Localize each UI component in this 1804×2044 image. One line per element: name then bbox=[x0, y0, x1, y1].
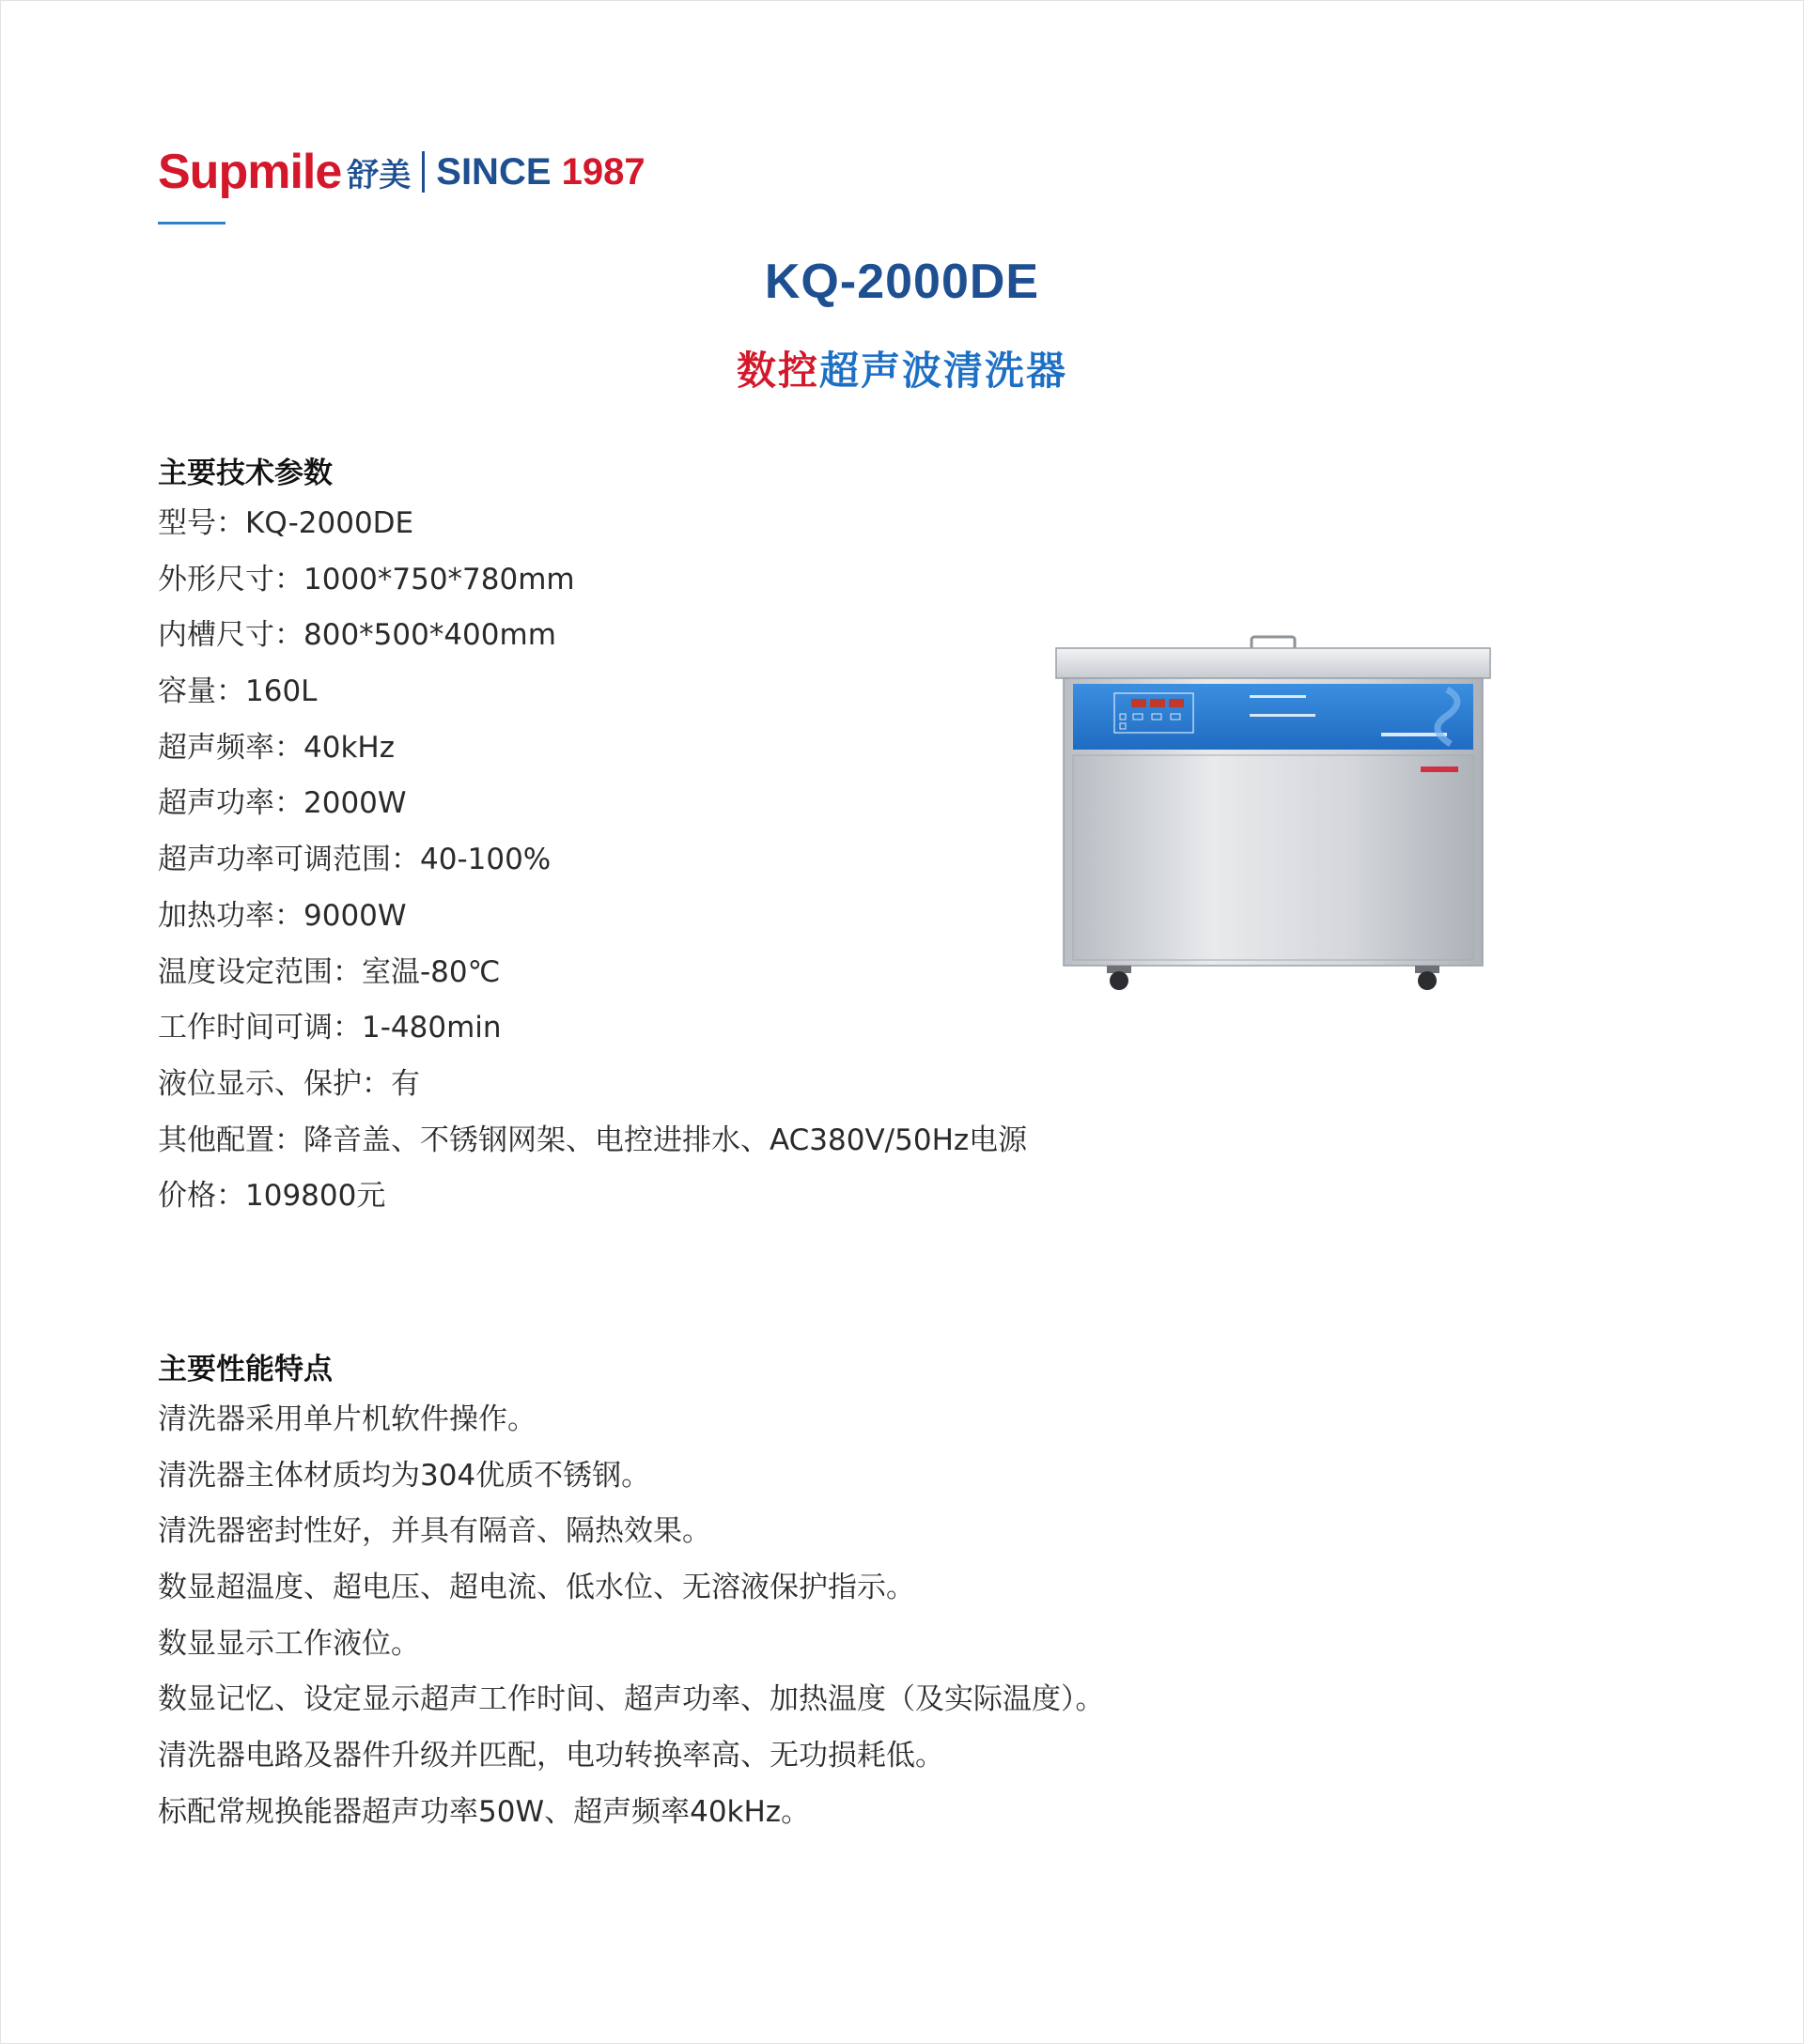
specs-list bbox=[158, 496, 1027, 1225]
since-year: 1987 bbox=[561, 150, 645, 193]
brand-name: Supmile bbox=[158, 145, 342, 199]
display-3 bbox=[1169, 699, 1184, 707]
brand-divider bbox=[422, 151, 425, 193]
spec-item: 容量：160L bbox=[158, 674, 318, 709]
brand-underline bbox=[158, 222, 226, 225]
front-door bbox=[1073, 755, 1473, 960]
feature-item: 数显超温度、超电压、超电流、低水位、无溶液保护指示。 bbox=[158, 1571, 915, 1605]
feature-item: 数显显示工作液位。 bbox=[158, 1626, 420, 1661]
caster-left bbox=[1110, 971, 1128, 990]
specs-heading: 主要技术参数 bbox=[158, 457, 333, 490]
product-image bbox=[1052, 635, 1494, 994]
spec-item: 超声功率：2000W bbox=[158, 786, 407, 821]
since-label: SINCE bbox=[436, 150, 552, 193]
front-logo bbox=[1421, 766, 1458, 772]
features-heading: 主要性能特点 bbox=[158, 1353, 333, 1386]
feature-item: 清洗器密封性好，并具有隔音、隔热效果。 bbox=[158, 1514, 711, 1549]
spec-item: 型号：KQ-2000DE bbox=[158, 506, 414, 540]
features-list bbox=[158, 1392, 1105, 1841]
feature-item: 清洗器采用单片机软件操作。 bbox=[158, 1402, 537, 1436]
brand-since bbox=[436, 151, 645, 194]
caster-right bbox=[1418, 971, 1437, 990]
spec-item: 价格：109800元 bbox=[158, 1179, 386, 1214]
feature-item: 数显记忆、设定显示超声工作时间、超声功率、加热温度（及实际温度）。 bbox=[158, 1682, 1105, 1717]
spec-item: 超声功率可调范围：40-100% bbox=[158, 843, 552, 877]
spec-item: 温度设定范围：室温-80℃ bbox=[158, 954, 501, 989]
product-subtitle bbox=[0, 340, 1804, 396]
panel-text-line bbox=[1250, 714, 1315, 717]
subtitle-red: 数控 bbox=[736, 348, 819, 394]
panel-text-line bbox=[1250, 695, 1306, 698]
spec-item: 工作时间可调：1-480min bbox=[158, 1011, 502, 1045]
feature-item: 清洗器主体材质均为304优质不锈钢。 bbox=[158, 1458, 651, 1493]
lid bbox=[1056, 648, 1490, 678]
brand-name-cn: 舒美 bbox=[347, 156, 412, 194]
feature-item: 清洗器电路及器件升级并匹配，电功转换率高、无功损耗低。 bbox=[158, 1739, 944, 1773]
display-1 bbox=[1131, 699, 1146, 707]
display-2 bbox=[1150, 699, 1165, 707]
spec-item: 加热功率：9000W bbox=[158, 898, 407, 933]
spec-item: 外形尺寸：1000*750*780mm bbox=[158, 562, 575, 596]
brand-logo bbox=[158, 144, 411, 200]
feature-item: 标配常规换能器超声功率50W、超声频率40kHz。 bbox=[158, 1794, 811, 1829]
spec-item: 超声频率：40kHz bbox=[158, 730, 395, 765]
spec-item: 液位显示、保护：有 bbox=[158, 1066, 420, 1101]
spec-item: 其他配置：降音盖、不锈钢网架、电控进排水、AC380V/50Hz电源 bbox=[158, 1123, 1028, 1157]
product-model-title: KQ-2000DE bbox=[764, 255, 1040, 309]
subtitle-blue: 超声波清洗器 bbox=[819, 348, 1068, 394]
spec-item: 内槽尺寸：800*500*400mm bbox=[158, 618, 556, 653]
brand-header bbox=[158, 141, 645, 203]
